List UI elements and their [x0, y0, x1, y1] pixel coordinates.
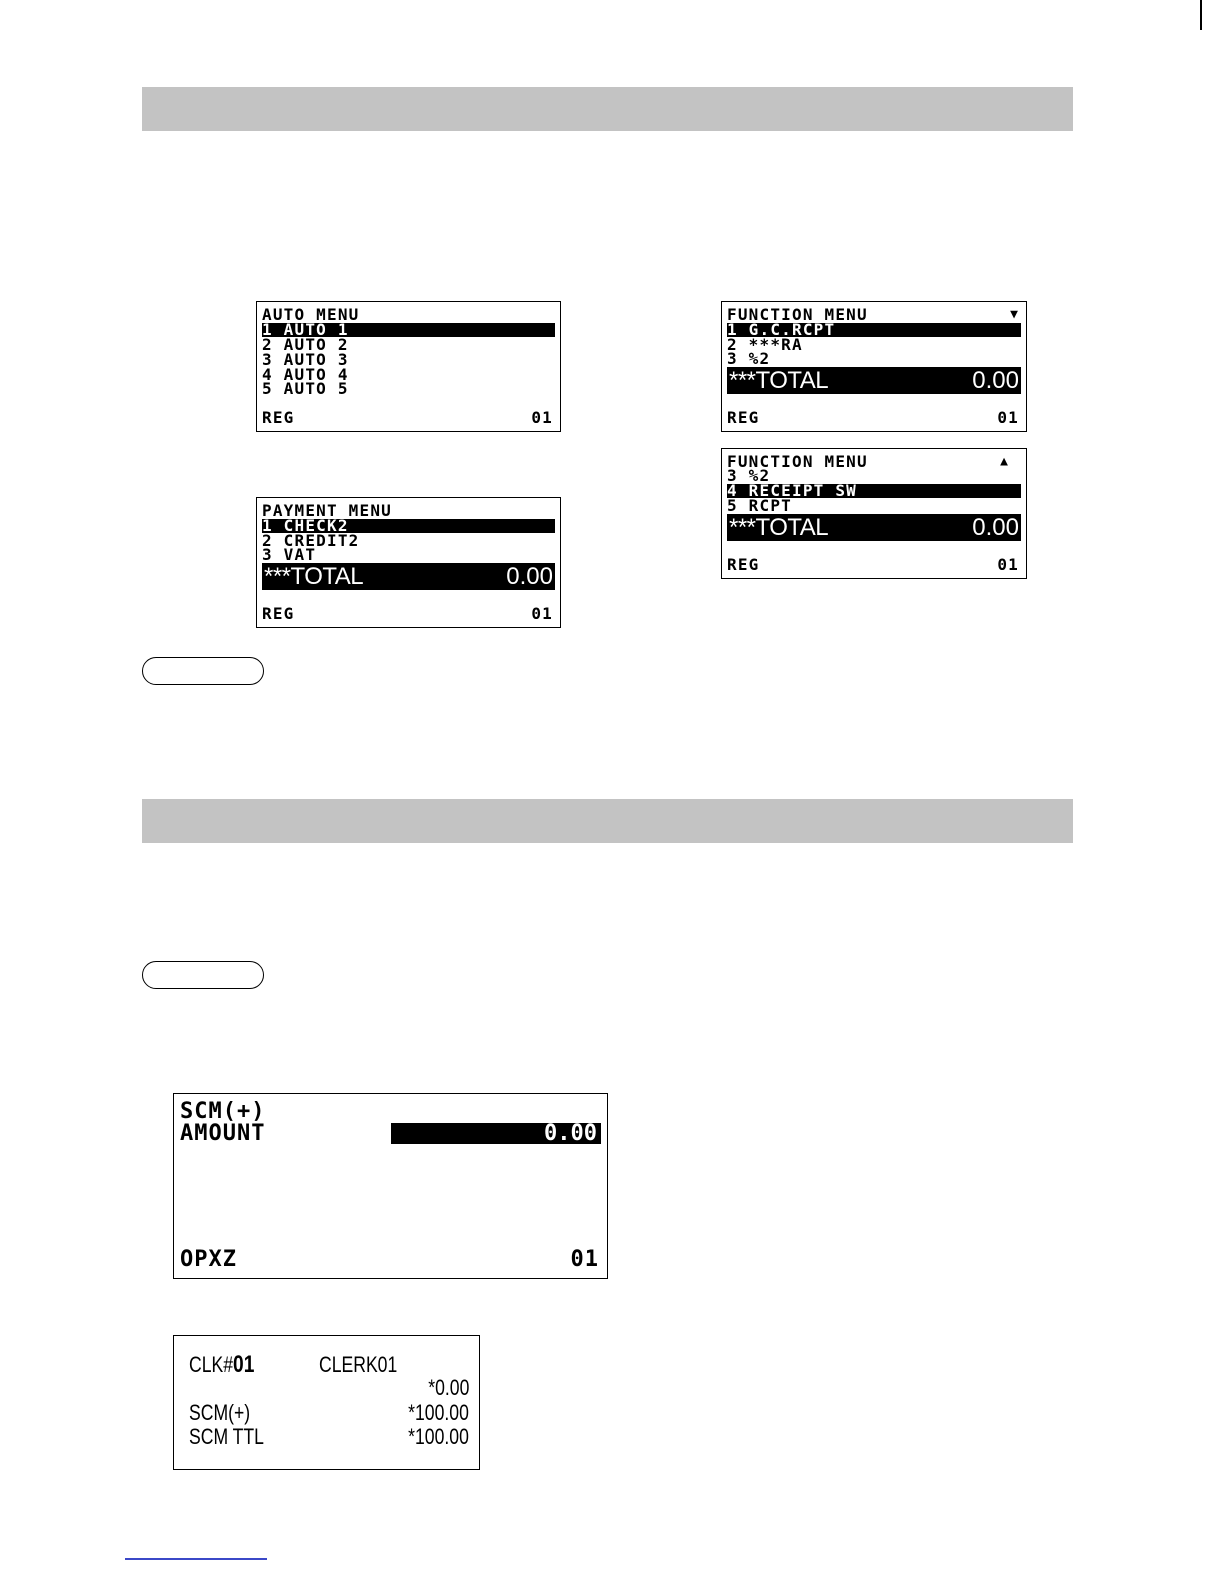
- auto-menu-title: AUTO MENU: [262, 308, 360, 322]
- function-menu-item: 4 RECEIPT SW: [727, 484, 1021, 498]
- total-label: ***TOTAL: [729, 367, 829, 394]
- clerk-number: 01: [570, 1247, 599, 1272]
- function-menu-display: [721, 448, 1027, 579]
- display-footer: [727, 557, 1021, 573]
- amount-label: AMOUNT: [180, 1121, 266, 1146]
- auto-menu-item: 2 AUTO 2: [262, 338, 349, 352]
- clerk-number: 01: [531, 408, 553, 427]
- clerk-number: 01: [531, 604, 553, 623]
- page-edge-mark: [1200, 0, 1202, 30]
- function-menu-item: 5 RCPT: [727, 499, 792, 513]
- mode-label: REG: [727, 555, 760, 574]
- total-label: ***TOTAL: [729, 514, 829, 541]
- function-menu-item: 2 ***RA: [727, 338, 803, 352]
- payment-menu-title: PAYMENT MENU: [262, 504, 392, 518]
- amount-value: 0.00: [391, 1123, 601, 1144]
- scm-display: [173, 1093, 608, 1279]
- display-footer: [262, 410, 555, 426]
- mode-label: REG: [262, 408, 295, 427]
- payment-menu-item: 2 CREDIT2: [262, 534, 360, 548]
- function-menu-item: 3 %2: [727, 469, 771, 483]
- mode-label: REG: [727, 408, 760, 427]
- total-value: 0.00: [506, 563, 553, 590]
- clerk-name: CLERK01: [319, 1352, 398, 1377]
- auto-menu-item: 4 AUTO 4: [262, 368, 349, 382]
- payment-menu-item: 1 CHECK2: [262, 519, 555, 533]
- function-menu-title: FUNCTION MENU: [727, 308, 868, 322]
- auto-menu-item: 5 AUTO 5: [262, 382, 349, 396]
- total-label: ***TOTAL: [264, 563, 364, 590]
- function-menu-item: 3 %2: [727, 352, 771, 366]
- receipt-clerk-line: [189, 1353, 254, 1377]
- function-menu-item: 1 G.C.RCPT: [727, 323, 1021, 337]
- footer-link-underline[interactable]: [125, 1558, 267, 1560]
- display-footer: [262, 606, 555, 622]
- scm-ttl-label: SCM TTL: [189, 1424, 264, 1449]
- total-value: 0.00: [972, 514, 1019, 541]
- scm-value: *100.00: [408, 1400, 469, 1425]
- auto-menu-display: [256, 301, 561, 432]
- scm-title: SCM(+): [180, 1099, 266, 1124]
- auto-menu-item: 3 AUTO 3: [262, 353, 349, 367]
- scroll-up-icon: ▲: [1000, 454, 1008, 469]
- display-footer: [180, 1249, 601, 1271]
- total-value: 0.00: [972, 367, 1019, 394]
- clk-prefix: CLK#: [189, 1352, 234, 1377]
- payment-menu-item: 3 VAT: [262, 548, 317, 562]
- auto-menu-item: 1 AUTO 1: [262, 323, 555, 337]
- clerk-number: 01: [997, 555, 1019, 574]
- scm-ttl-value: *100.00: [408, 1424, 469, 1449]
- zero-amount: *0.00: [427, 1375, 469, 1400]
- total-bar: [262, 563, 555, 590]
- function-menu-title: FUNCTION MENU: [727, 455, 868, 469]
- total-bar: [727, 514, 1021, 541]
- scm-label: SCM(+): [189, 1400, 251, 1425]
- note-label: [142, 961, 264, 989]
- payment-menu-display: [256, 497, 561, 628]
- mode-label: OPXZ: [180, 1247, 237, 1272]
- section-header-bar: [142, 87, 1073, 131]
- receipt-printout: [173, 1335, 480, 1470]
- mode-label: REG: [262, 604, 295, 623]
- scroll-down-icon: ▼: [1010, 307, 1018, 322]
- section-header-bar: [142, 799, 1073, 843]
- function-menu-display: [721, 301, 1027, 432]
- clk-number: 01: [233, 1351, 255, 1378]
- note-label: [142, 657, 264, 685]
- display-footer: [727, 410, 1021, 426]
- total-bar: [727, 367, 1021, 394]
- clerk-number: 01: [997, 408, 1019, 427]
